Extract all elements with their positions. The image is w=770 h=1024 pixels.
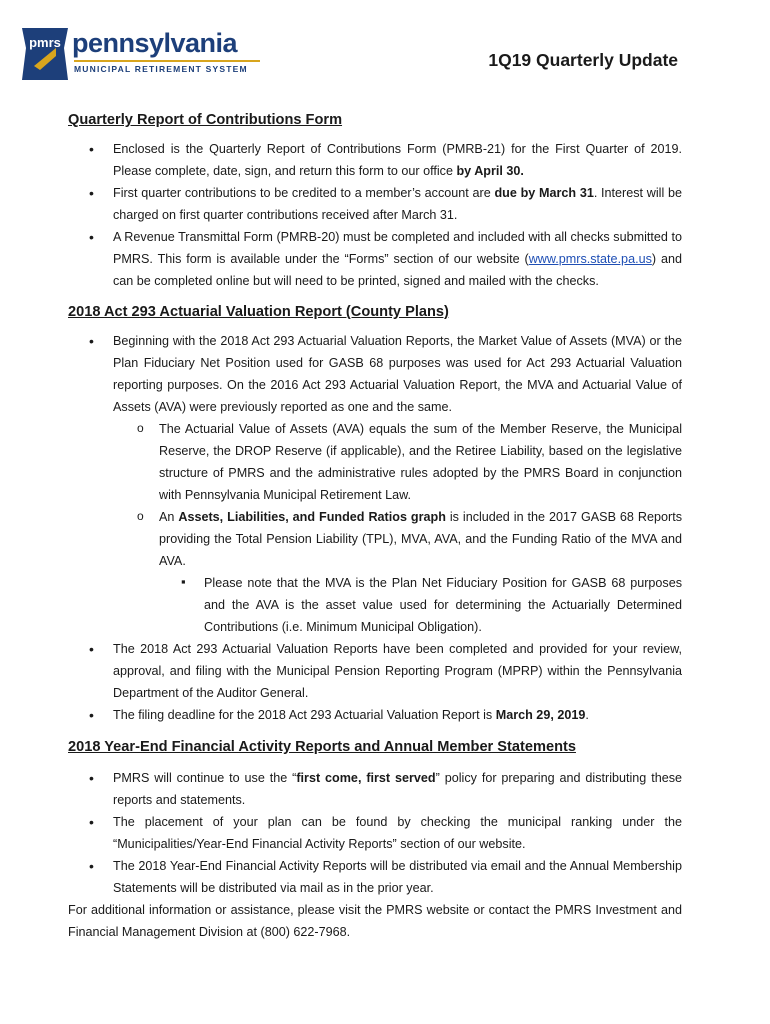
- year-end-list: [68, 767, 682, 899]
- list-item: • The 2018 Act 293 Actuarial Valuation Reports have been completed and provided for your review, approval, and filing with the Municipal Pension Reporting Program (MPRP) within the Pennsylvania Department of the Auditor General.: [68, 638, 682, 704]
- sub-list-item: o The Actuarial Value of Assets (AVA) equals the sum of the Member Reserve, the Municipal Reserve, the DROP Reserve (if applicable), and the Retiree Liability, based on the legislative structure of PMRS and the administrative rules adopted by the PMRS Board in conjunction with Pennsylvania Municipal Retirement Law.: [68, 418, 682, 506]
- list-item: • PMRS will continue to use the “first come, first served” policy for preparing and distributing these reports and statements.: [68, 767, 682, 811]
- logo-mark-text: pmrs: [29, 35, 61, 50]
- section-heading-year-end: 2018 Year-End Financial Activity Reports and Annual Member Statements: [68, 739, 576, 755]
- page-title: 1Q19 Quarterly Update: [488, 50, 678, 70]
- document-body: [68, 110, 682, 943]
- act293-list: [68, 330, 682, 726]
- logo-wordmark: pennsylvania: [72, 28, 238, 58]
- list-item: • The placement of your plan can be found by checking the municipal ranking under the “Municipalities/Year-End Financial Activity Reports” section of our website.: [68, 811, 682, 855]
- list-item: • Enclosed is the Quarterly Report of Contributions Form (PMRB-21) for the First Quarter of 2019. Please complete, date, sign, and return this form to our office by April 30.: [68, 138, 682, 182]
- section-heading-contributions: Quarterly Report of Contributions Form: [68, 112, 343, 128]
- keystone-icon: [20, 26, 70, 82]
- sub-sub-list-item: ▪ Please note that the MVA is the Plan Net Fiduciary Position for GASB 68 purposes and the AVA is the asset value used for determining the Actuarially Determined Contributions (i.e. Minimum Municipal Obligation).: [68, 572, 682, 638]
- list-item: • A Revenue Transmittal Form (PMRB-20) must be completed and included with all checks submitted to PMRS. This form is available under the “Forms” section of our website (www.pmrs.state.pa.us) and can be completed online but will need to be printed, signed and mailed with the checks.: [68, 226, 682, 292]
- list-item: • First quarter contributions to be credited to a member’s account are due by March 31. Interest will be charged on first quarter contributions received after March 31.: [68, 182, 682, 226]
- list-item: • The filing deadline for the 2018 Act 293 Actuarial Valuation Report is March 29, 2019.: [68, 704, 682, 726]
- closing-paragraph: For additional information or assistance, please visit the PMRS website or contact the PMRS Investment and Financial Management Division at (800) 622-7968.: [68, 903, 682, 939]
- section-heading-act293: 2018 Act 293 Actuarial Valuation Report (County Plans): [68, 304, 449, 320]
- list-item: • Beginning with the 2018 Act 293 Actuarial Valuation Reports, the Market Value of Assets (MVA) or the Plan Fiduciary Net Position used for GASB 68 purposes was used for Act 293 Actuarial Valuation reporting purposes. On the 2016 Act 293 Actuarial Valuation Report, the MVA and Actuarial Value of Assets (AVA) were previously reported as one and the same.: [68, 330, 682, 418]
- contributions-list: [68, 138, 682, 292]
- list-item: • The 2018 Year-End Financial Activity Reports will be distributed via email and the Annual Membership Statements will be distributed via mail as in the prior year.: [68, 855, 682, 899]
- logo-rule: [74, 60, 260, 62]
- website-link[interactable]: www.pmrs.state.pa.us: [528, 252, 652, 266]
- pmrs-logo: [20, 26, 260, 82]
- logo-subtitle: MUNICIPAL RETIREMENT SYSTEM: [74, 64, 248, 74]
- sub-list-item: o An Assets, Liabilities, and Funded Ratios graph is included in the 2017 GASB 68 Reports providing the Total Pension Liability (TPL), MVA, AVA, and the Funding Ratio of the MVA and AVA.: [68, 506, 682, 572]
